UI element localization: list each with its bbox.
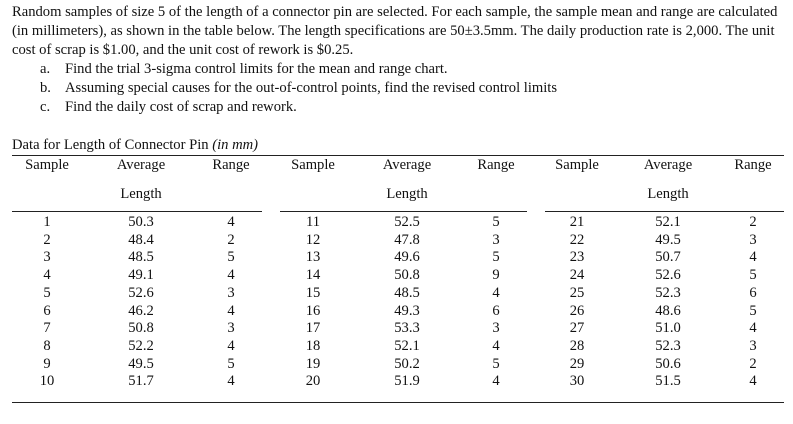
task-b bbox=[40, 79, 557, 98]
table-caption bbox=[12, 136, 258, 154]
sample-cell: 11 bbox=[305, 214, 321, 230]
range-cell: 4 bbox=[227, 337, 235, 354]
problem-paragraph: Random samples of size 5 of the length of a connector pin are selected. For each sample, the sample mean and range are calculated (in millimeters), as shown in the table below. The length specifications are 50±3.5mm. The daily production rate is 2,000. The unit cost of scrap is $1.00, and the unit cost of rework is $0.25. bbox=[12, 4, 778, 58]
average-cell: 49.1 bbox=[128, 267, 154, 284]
sample-cell: 22 bbox=[569, 231, 585, 248]
range-cell: 3 bbox=[492, 320, 500, 337]
average-cell: 50.8 bbox=[394, 267, 420, 284]
average-cell: 47.8 bbox=[394, 231, 420, 248]
sample-cell: 7 bbox=[43, 320, 51, 337]
header-sample-2: Sample bbox=[291, 157, 335, 173]
range-cell: 3 bbox=[227, 284, 235, 301]
sample-cell: 23 bbox=[569, 249, 585, 266]
range-cell: 5 bbox=[492, 214, 500, 230]
sample-cell: 9 bbox=[43, 355, 51, 372]
range-cell: 6 bbox=[749, 284, 757, 301]
sample-cell: 21 bbox=[569, 214, 585, 230]
range-cell: 5 bbox=[492, 249, 500, 266]
average-cell: 49.6 bbox=[394, 249, 420, 266]
sample-cell: 28 bbox=[569, 337, 585, 354]
range-cell: 4 bbox=[492, 284, 500, 301]
header-length-2: Length bbox=[386, 186, 428, 202]
sample-cell: 27 bbox=[569, 320, 585, 337]
range-cell: 3 bbox=[749, 337, 757, 354]
header-rule-2 bbox=[280, 211, 527, 212]
sample-cell: 10 bbox=[39, 373, 55, 390]
average-cell: 48.6 bbox=[655, 302, 681, 319]
task-a-label: a. bbox=[40, 61, 51, 77]
average-cell: 50.2 bbox=[394, 355, 420, 372]
task-c-label: c. bbox=[40, 99, 51, 115]
range-cell: 3 bbox=[492, 231, 500, 248]
average-cell: 52.1 bbox=[655, 214, 681, 230]
sample-cell: 15 bbox=[305, 284, 321, 301]
sample-cell: 18 bbox=[305, 337, 321, 354]
range-cell: 9 bbox=[492, 267, 500, 284]
sample-cell: 20 bbox=[305, 373, 321, 390]
average-cell: 51.7 bbox=[128, 373, 154, 390]
task-a-text: Find the trial 3-sigma control limits for the mean and range chart. bbox=[65, 61, 448, 77]
task-b-label: b. bbox=[40, 80, 51, 96]
sample-cell: 3 bbox=[43, 249, 51, 266]
sample-cell: 19 bbox=[305, 355, 321, 372]
range-cell: 4 bbox=[749, 320, 757, 337]
range-cell: 4 bbox=[492, 337, 500, 354]
header-sample-3: Sample bbox=[555, 157, 599, 173]
range-cell: 4 bbox=[227, 267, 235, 284]
average-cell: 48.5 bbox=[394, 284, 420, 301]
range-cell: 2 bbox=[749, 214, 757, 230]
table-caption-text: Data for Length of Connector Pin bbox=[12, 137, 209, 153]
table-caption-unit: (in mm) bbox=[212, 137, 259, 153]
average-cell: 50.3 bbox=[128, 214, 154, 230]
range-cell: 5 bbox=[227, 355, 235, 372]
sample-cell: 6 bbox=[43, 302, 51, 319]
header-range-1: Range bbox=[212, 157, 250, 173]
average-cell: 49.5 bbox=[128, 355, 154, 372]
sample-cell: 26 bbox=[569, 302, 585, 319]
range-cell: 4 bbox=[227, 373, 235, 390]
sample-cell: 25 bbox=[569, 284, 585, 301]
header-range-2: Range bbox=[477, 157, 515, 173]
header-sample-1: Sample bbox=[25, 157, 69, 173]
header-average-3: Average bbox=[643, 157, 693, 173]
average-cell: 52.2 bbox=[128, 337, 154, 354]
sample-cell: 24 bbox=[569, 267, 585, 284]
range-cell: 4 bbox=[492, 373, 500, 390]
sample-cell: 30 bbox=[569, 373, 585, 390]
average-cell: 52.5 bbox=[394, 214, 420, 230]
range-cell: 5 bbox=[227, 249, 235, 266]
task-a bbox=[40, 60, 557, 79]
sample-cell: 13 bbox=[305, 249, 321, 266]
range-cell: 5 bbox=[492, 355, 500, 372]
task-list bbox=[40, 60, 557, 117]
range-cell: 2 bbox=[749, 355, 757, 372]
table-bottom-rule bbox=[12, 402, 784, 403]
sample-cell: 2 bbox=[43, 231, 51, 248]
range-cell: 4 bbox=[227, 214, 235, 230]
sample-cell: 29 bbox=[569, 355, 585, 372]
average-cell: 52.6 bbox=[128, 284, 154, 301]
header-rule-3 bbox=[545, 211, 784, 212]
average-cell: 51.5 bbox=[655, 373, 681, 390]
task-c bbox=[40, 98, 557, 117]
average-cell: 51.9 bbox=[394, 373, 420, 390]
header-average-2: Average bbox=[382, 157, 432, 173]
average-cell: 49.5 bbox=[655, 231, 681, 248]
header-rule-1 bbox=[12, 211, 262, 212]
header-range-3: Range bbox=[734, 157, 772, 173]
average-cell: 51.0 bbox=[655, 320, 681, 337]
sample-cell: 4 bbox=[43, 267, 51, 284]
range-cell: 2 bbox=[227, 231, 235, 248]
average-cell: 48.5 bbox=[128, 249, 154, 266]
range-cell: 5 bbox=[749, 302, 757, 319]
problem-statement bbox=[12, 3, 787, 60]
header-length-3: Length bbox=[647, 186, 689, 202]
average-cell: 49.3 bbox=[394, 302, 420, 319]
range-cell: 4 bbox=[749, 373, 757, 390]
header-length-1: Length bbox=[120, 186, 162, 202]
sample-cell: 12 bbox=[305, 231, 321, 248]
sample-cell: 17 bbox=[305, 320, 321, 337]
sample-cell: 14 bbox=[305, 267, 321, 284]
average-cell: 52.1 bbox=[394, 337, 420, 354]
sample-cell: 5 bbox=[43, 284, 51, 301]
sample-cell: 8 bbox=[43, 337, 51, 354]
average-cell: 46.2 bbox=[128, 302, 154, 319]
average-cell: 52.6 bbox=[655, 267, 681, 284]
header-average-1: Average bbox=[116, 157, 166, 173]
average-cell: 50.8 bbox=[128, 320, 154, 337]
range-cell: 5 bbox=[749, 267, 757, 284]
range-cell: 4 bbox=[227, 302, 235, 319]
average-cell: 53.3 bbox=[394, 320, 420, 337]
sample-cell: 16 bbox=[305, 302, 321, 319]
range-cell: 4 bbox=[749, 249, 757, 266]
task-c-text: Find the daily cost of scrap and rework. bbox=[65, 99, 297, 115]
sample-cell: 1 bbox=[43, 214, 51, 230]
average-cell: 52.3 bbox=[655, 284, 681, 301]
task-b-text: Assuming special causes for the out-of-control points, find the revised control limits bbox=[65, 80, 558, 96]
average-cell: 50.6 bbox=[655, 355, 681, 372]
average-cell: 50.7 bbox=[655, 249, 681, 266]
average-cell: 48.4 bbox=[128, 231, 154, 248]
average-cell: 52.3 bbox=[655, 337, 681, 354]
range-cell: 3 bbox=[227, 320, 235, 337]
range-cell: 3 bbox=[749, 231, 757, 248]
range-cell: 6 bbox=[492, 302, 500, 319]
